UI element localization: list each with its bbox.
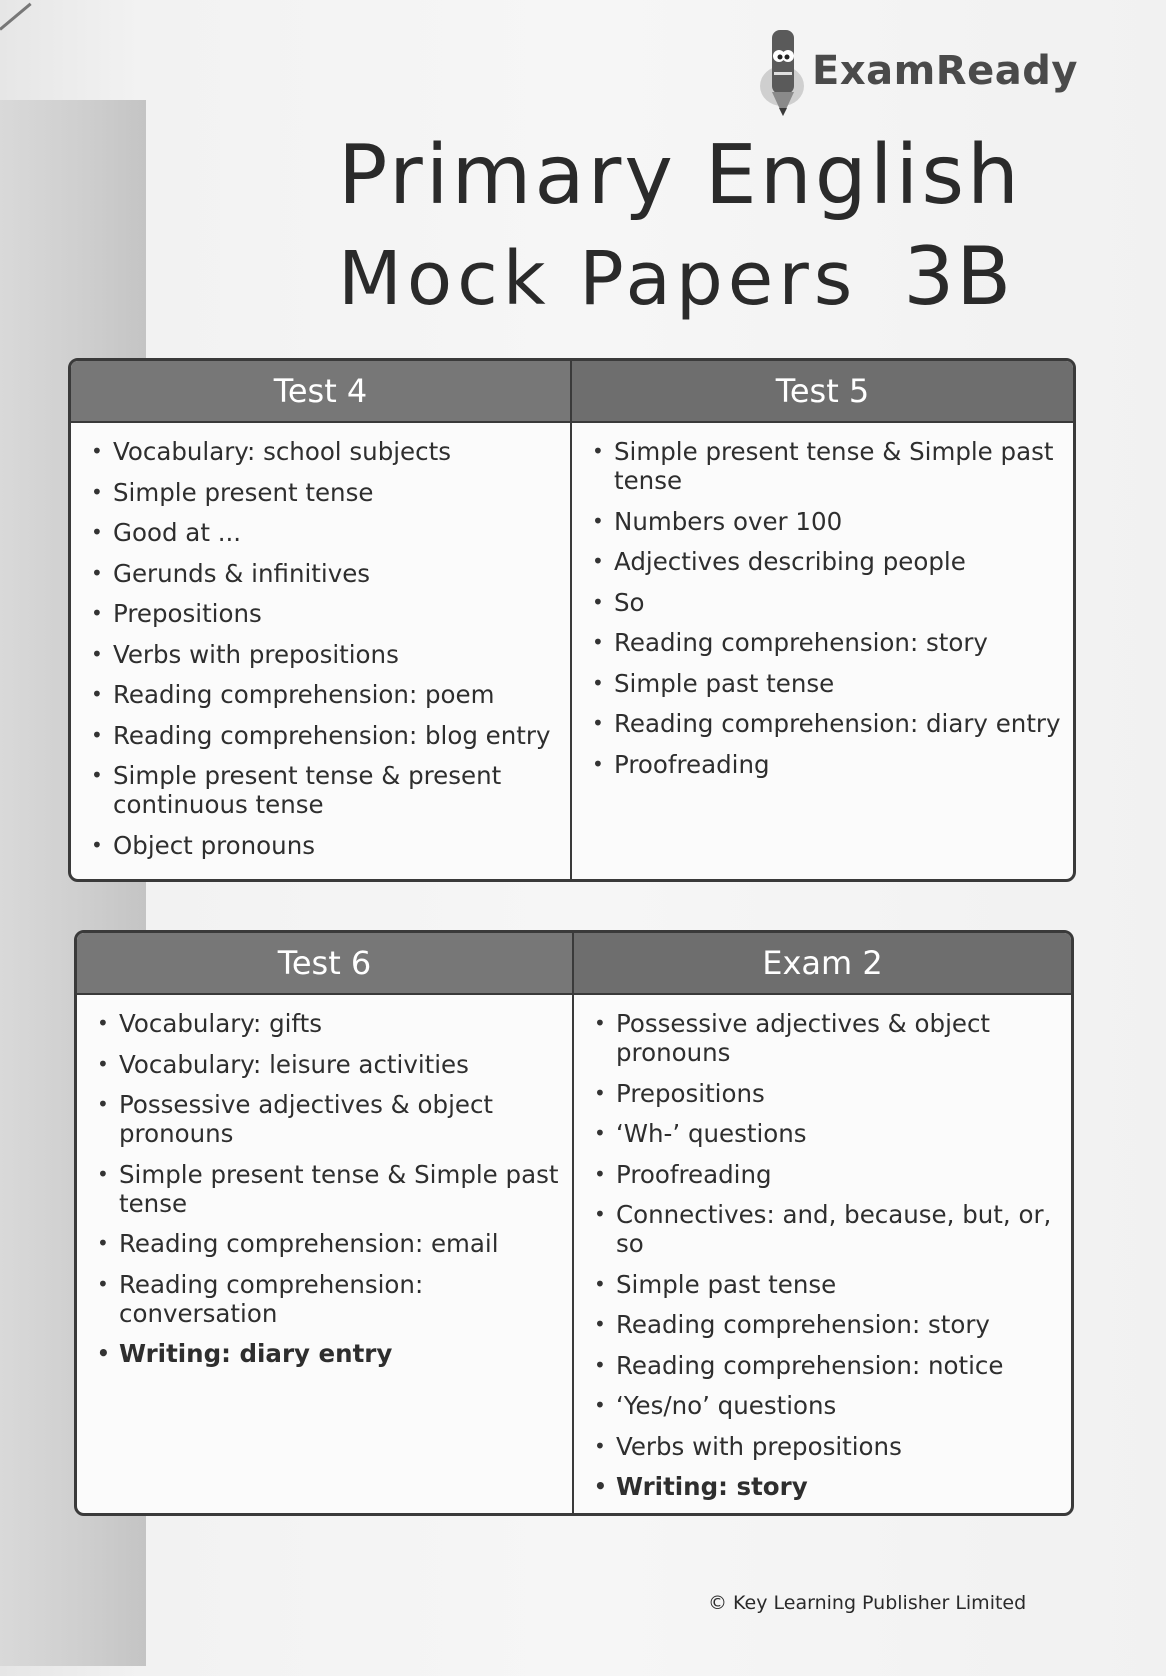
- book-level-code: 3B: [903, 230, 1014, 323]
- contents-table-top: [68, 358, 1076, 882]
- pencil-mascot-icon: [758, 26, 818, 122]
- topic-item: • Vocabulary: gifts: [97, 1009, 562, 1038]
- book-title-line2: [338, 230, 1013, 323]
- topic-item: • Adjectives describing people: [592, 547, 1063, 576]
- contents-table-bottom: [74, 930, 1074, 1516]
- book-title-subtitle: Mock Papers: [338, 236, 858, 322]
- section-list-test-4: [71, 423, 572, 879]
- topic-item: • Simple present tense: [91, 478, 560, 507]
- topic-item: • Reading comprehension: diary entry: [592, 709, 1063, 738]
- topic-item: • Gerunds & infinitives: [91, 559, 560, 588]
- examready-logo: [758, 26, 1088, 126]
- topic-item: • Connectives: and, because, but, or, so: [594, 1200, 1061, 1258]
- topic-item: • Vocabulary: leisure activities: [97, 1050, 562, 1079]
- section-list-test-5: [572, 423, 1073, 879]
- topic-item: • Prepositions: [594, 1079, 1061, 1108]
- topic-item: • Prepositions: [91, 599, 560, 628]
- topic-item: • Good at ...: [91, 518, 560, 547]
- copyright-notice: © Key Learning Publisher Limited: [708, 1592, 1027, 1614]
- topic-item: • Reading comprehension: email: [97, 1229, 562, 1258]
- section-heading-exam-2: Exam 2: [574, 933, 1071, 995]
- topic-item: • Reading comprehension: story: [592, 628, 1063, 657]
- topic-item: • Verbs with prepositions: [594, 1432, 1061, 1461]
- section-heading-test-4: Test 4: [71, 361, 572, 423]
- topic-item: • ‘Wh-’ questions: [594, 1119, 1061, 1148]
- topic-item: • Object pronouns: [91, 831, 560, 860]
- topic-item: • Writing: story: [594, 1472, 1061, 1501]
- topic-item: • Reading comprehension: story: [594, 1310, 1061, 1339]
- book-title-line1: Primary English: [338, 128, 1023, 223]
- topic-item: • Reading comprehension: blog entry: [91, 721, 560, 750]
- brand-name: ExamReady: [812, 48, 1078, 94]
- corner-mark: [0, 3, 32, 31]
- section-heading-test-5: Test 5: [572, 361, 1073, 423]
- topic-item: • Numbers over 100: [592, 507, 1063, 536]
- topic-item: • Possessive adjectives & object pronouns: [594, 1009, 1061, 1067]
- topic-item: • Verbs with prepositions: [91, 640, 560, 669]
- topic-item: • Reading comprehension: poem: [91, 680, 560, 709]
- topic-item: • Simple present tense & Simple past tense: [592, 437, 1063, 495]
- topic-item: • Vocabulary: school subjects: [91, 437, 560, 466]
- section-list-exam-2: [574, 995, 1071, 1513]
- topic-item: • ‘Yes/no’ questions: [594, 1391, 1061, 1420]
- topic-item: • Writing: diary entry: [97, 1339, 562, 1368]
- section-list-test-6: [77, 995, 574, 1513]
- topic-item: • Proofreading: [592, 750, 1063, 779]
- topic-item: • Reading comprehension: notice: [594, 1351, 1061, 1380]
- topic-item: • So: [592, 588, 1063, 617]
- topic-item: • Proofreading: [594, 1160, 1061, 1189]
- topic-item: • Simple present tense & present continuous tense: [91, 761, 560, 819]
- topic-item: • Simple past tense: [592, 669, 1063, 698]
- topic-item: • Possessive adjectives & object pronouns: [97, 1090, 562, 1148]
- topic-item: • Reading comprehension: conversation: [97, 1270, 562, 1328]
- section-heading-test-6: Test 6: [77, 933, 574, 995]
- topic-item: • Simple present tense & Simple past tense: [97, 1160, 562, 1218]
- topic-item: • Simple past tense: [594, 1270, 1061, 1299]
